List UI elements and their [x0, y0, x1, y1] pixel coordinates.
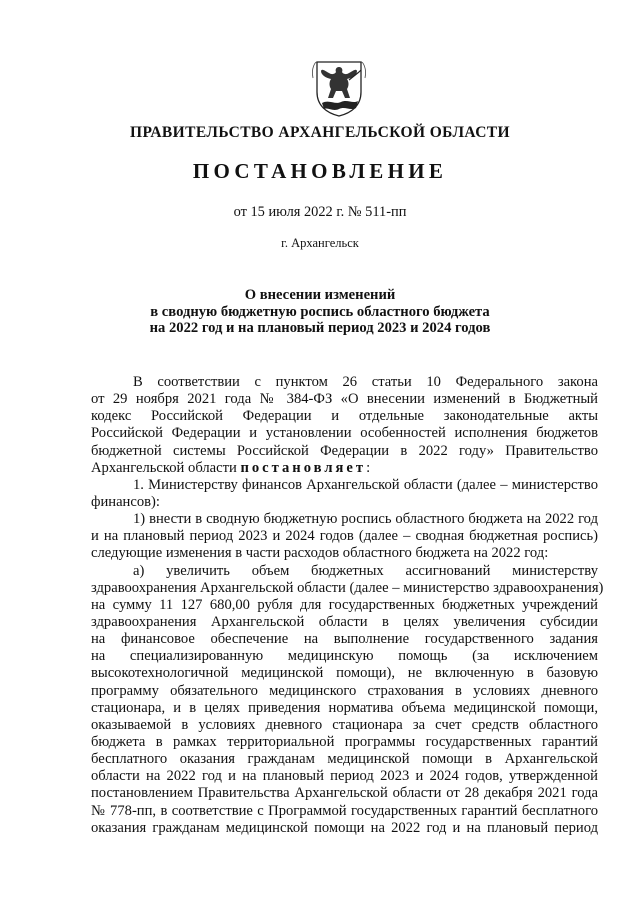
body-line: высокотехнологичной медицинской помощи), не включенную в базовую: [91, 665, 598, 682]
document-city: г. Архангельск: [281, 236, 359, 250]
subject-line: на 2022 год и на плановый период 2023 и 2024 годов: [149, 320, 491, 337]
body-line: постановлением Правительства Архангельской области от 28 декабря 2021 года: [91, 785, 598, 802]
document-subject: [0, 287, 640, 337]
body-line: на сумму 11 127 680,00 рубля для государственных бюджетных учреждений: [91, 596, 598, 613]
body-line: В соответствии с пунктом 26 статьи 10 Федерального закона: [133, 374, 598, 390]
body-line: № 778-пп, в соответствие с Программой государственных гарантий бесплатного: [91, 802, 598, 819]
body-line: Российской Федерации и установлении особенностей исполнения бюджетов: [91, 425, 598, 442]
body-line: финансов):: [91, 493, 160, 510]
body-line: оказываемой в условиях дневного стационара за счет средств областного: [91, 716, 598, 733]
body-line: области на 2022 год и на плановый период 2023 и 2024 годов, утвержденной: [91, 768, 598, 785]
body-line: программу обязательного медицинского страхования в условиях дневного: [91, 682, 598, 699]
body-line: бюджетной системы Российской Федерации в 2022 году» Правительство: [91, 442, 598, 459]
body-text: Архангельской области: [91, 459, 237, 476]
body-line: здравоохранения Архангельской области в целях увеличения субсидии: [91, 613, 598, 630]
body-line: следующие изменения в части расходов областного бюджета на 2022 год:: [91, 545, 549, 562]
body-line: а) увеличить объем бюджетных ассигнований министерству: [133, 562, 598, 579]
body-line: бюджета в рамках территориальной программы государственных гарантий: [91, 733, 598, 750]
subject-line: в сводную бюджетную роспись областного бюджета: [150, 303, 490, 320]
document-date-number: от 15 июля 2022 г. № 511-пп: [233, 204, 407, 220]
document-type-title: ПОСТАНОВЛЕНИЕ: [192, 159, 448, 183]
body-text: :: [366, 459, 371, 476]
body-line: кодекс Российской Федерации и отдельные законодательные акты: [91, 408, 598, 425]
body-line: оказания гражданам медицинской помощи на 2022 год и на плановый период: [91, 819, 598, 836]
body-line: на финансовое обеспечение на выполнение государственного задания: [91, 631, 598, 648]
body-line: стационара, и в целях приведения норматива объема медицинской помощи,: [91, 699, 598, 716]
body-line: 1. Министерству финансов Архангельской области (далее – министерство: [133, 476, 598, 493]
body-line: здравоохранения Архангельской области (далее – министерство здравоохранения): [91, 579, 604, 596]
body-line: 1) внести в сводную бюджетную роспись областного бюджета на 2022 год: [133, 511, 598, 528]
authority-name: ПРАВИТЕЛЬСТВО АРХАНГЕЛЬСКОЙ ОБЛАСТИ: [129, 124, 510, 141]
body-line: на специализированную медицинскую помощь (за исключением: [91, 648, 598, 665]
resolve-keyword: постановляет: [240, 459, 367, 476]
body-line: бесплатного оказания гражданам медицинской помощи в Архангельской: [91, 751, 598, 768]
subject-line: О внесении изменений: [244, 287, 396, 303]
coat-of-arms-icon: [309, 58, 369, 118]
body-line: от 29 ноября 2021 года № 384-ФЗ «О внесении изменений в Бюджетный: [91, 391, 598, 408]
document-body: [91, 374, 604, 837]
body-line: и на плановый период 2023 и 2024 годов (далее – сводная бюджетная роспись): [91, 528, 598, 545]
body-line: [91, 460, 598, 477]
